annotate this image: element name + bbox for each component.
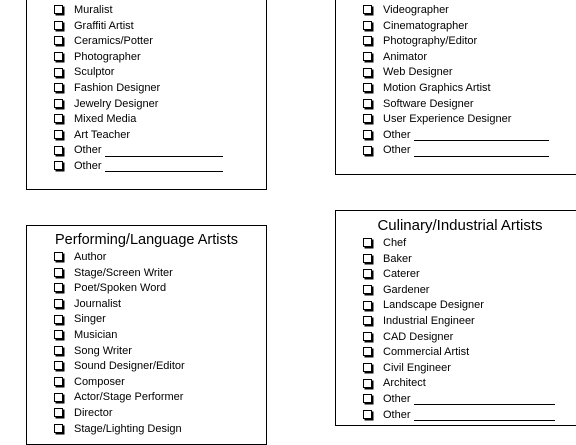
checkbox-icon[interactable]: [54, 130, 63, 139]
write-in-line[interactable]: [105, 146, 223, 157]
item-label: Musician: [74, 328, 118, 341]
checkbox-icon[interactable]: [54, 114, 63, 123]
item-label: Videographer: [383, 4, 449, 16]
checkbox-icon[interactable]: [54, 361, 63, 370]
item-label: Commercial Artist: [383, 346, 470, 359]
item-label: Chef: [383, 237, 407, 249]
item-label: Poet/Spoken Word: [74, 282, 167, 295]
item-label: Composer: [74, 375, 125, 388]
checkbox-icon[interactable]: [363, 269, 372, 278]
item-label: Graffiti Artist: [74, 19, 134, 32]
checkbox-icon[interactable]: [363, 130, 372, 139]
checklist-item: [54, 406, 185, 422]
visual-artists-box: [26, 0, 267, 190]
checkbox-icon[interactable]: [363, 21, 372, 30]
item-label: Gardener: [383, 283, 430, 296]
checklist-item: [363, 283, 555, 299]
write-in-line[interactable]: [414, 394, 555, 405]
item-label: User Experience Designer: [383, 113, 512, 126]
item-label: Software Designer: [383, 97, 474, 110]
checklist-item: [54, 128, 223, 144]
item-label: Sound Designer/Editor: [74, 360, 185, 373]
write-in-line[interactable]: [414, 410, 555, 421]
item-label: Stage/Screen Writer: [74, 266, 173, 279]
checklist-item: [54, 422, 185, 438]
checklist-item: [54, 34, 223, 50]
write-in-line[interactable]: [105, 161, 223, 172]
checklist-item: [363, 267, 555, 283]
checklist-item: [363, 376, 555, 392]
checkbox-icon[interactable]: [363, 83, 372, 92]
checkbox-icon[interactable]: [363, 36, 372, 45]
checkbox-icon[interactable]: [363, 410, 372, 419]
write-in-line[interactable]: [414, 130, 549, 141]
checkbox-icon[interactable]: [54, 161, 63, 170]
checklist-item: [363, 314, 555, 330]
checklist-item: [54, 19, 223, 35]
section-title: Culinary/Industrial Artists: [377, 217, 543, 234]
checklist-item: [54, 281, 185, 297]
checklist-item: [54, 97, 223, 113]
checklist-item: [363, 3, 549, 19]
checkbox-icon[interactable]: [363, 254, 372, 263]
checkbox-icon[interactable]: [363, 52, 372, 61]
item-label: Muralist: [74, 4, 113, 16]
checkbox-icon[interactable]: [363, 5, 372, 14]
item-label: Fashion Designer: [74, 81, 161, 94]
item-label: Journalist: [74, 297, 122, 310]
checkbox-icon[interactable]: [363, 146, 372, 155]
digital-artists-box: [335, 0, 576, 175]
checklist-item: [363, 34, 549, 50]
checkbox-icon[interactable]: [363, 379, 372, 388]
checklist-item: [54, 344, 185, 360]
checklist-item: [363, 50, 549, 66]
checklist-item: [54, 375, 185, 391]
visual-artists-list: [54, 3, 223, 175]
item-label: Photography/Editor: [383, 35, 478, 48]
checklist-item: [54, 250, 185, 266]
checklist-item: [54, 359, 185, 375]
item-label: Photographer: [74, 50, 141, 63]
checkbox-icon[interactable]: [363, 114, 372, 123]
item-label: Mixed Media: [74, 113, 137, 126]
item-label: Web Designer: [383, 66, 453, 79]
checklist-item: [363, 392, 555, 408]
checklist-item: [54, 50, 223, 66]
checklist-item: [363, 252, 555, 268]
checklist-item: [54, 266, 185, 282]
item-label: Jewelry Designer: [74, 97, 159, 110]
checkbox-icon[interactable]: [363, 332, 372, 341]
checklist-item: [363, 236, 555, 252]
checkbox-icon[interactable]: [54, 315, 63, 324]
item-label: Art Teacher: [74, 128, 131, 141]
checkbox-icon[interactable]: [54, 252, 63, 261]
checklist-item: [363, 19, 549, 35]
item-label: Cinematographer: [383, 19, 468, 32]
item-label: Caterer: [383, 268, 420, 281]
checklist-item: [363, 345, 555, 361]
checklist-item: [363, 81, 549, 97]
item-label: Sculptor: [74, 66, 115, 79]
checkbox-icon[interactable]: [54, 146, 63, 155]
item-label: Director: [74, 406, 113, 419]
item-label: Other: [383, 392, 411, 405]
checkbox-icon[interactable]: [54, 268, 63, 277]
item-label: Motion Graphics Artist: [383, 81, 491, 94]
checkbox-icon[interactable]: [363, 68, 372, 77]
checkbox-icon[interactable]: [54, 377, 63, 386]
checklist-item: [363, 128, 549, 144]
item-label: Other: [383, 408, 411, 421]
checkbox-icon[interactable]: [363, 301, 372, 310]
item-label: Other: [74, 144, 102, 157]
item-label: Industrial Engineer: [383, 314, 475, 327]
checkbox-icon[interactable]: [363, 363, 372, 372]
culinary-industrial-artists-list: [363, 236, 555, 423]
checkbox-icon[interactable]: [54, 408, 63, 417]
performing-language-artists-box: [26, 225, 267, 445]
item-label: Architect: [383, 377, 426, 390]
item-label: Ceramics/Potter: [74, 35, 153, 48]
checklist-item: [54, 3, 223, 19]
item-label: Other: [383, 128, 411, 141]
checkbox-icon[interactable]: [54, 330, 63, 339]
item-label: Other: [74, 159, 102, 172]
checkbox-icon[interactable]: [54, 68, 63, 77]
checkbox-icon[interactable]: [54, 36, 63, 45]
checkbox-icon[interactable]: [54, 21, 63, 30]
checklist-item: [54, 159, 223, 175]
item-label: Song Writer: [74, 344, 132, 357]
checkbox-icon[interactable]: [363, 316, 372, 325]
checkbox-icon[interactable]: [54, 99, 63, 108]
checklist-item: [54, 65, 223, 81]
checkbox-icon[interactable]: [54, 83, 63, 92]
checklist-item: [54, 81, 223, 97]
checklist-item: [363, 298, 555, 314]
checklist-item: [363, 361, 555, 377]
checklist-item: [54, 328, 185, 344]
checkbox-icon[interactable]: [54, 299, 63, 308]
culinary-industrial-artists-box: [335, 210, 576, 426]
performing-language-artists-list: [54, 250, 185, 437]
item-label: Landscape Designer: [383, 299, 484, 312]
checkbox-icon[interactable]: [363, 394, 372, 403]
checklist-item: [54, 297, 185, 313]
digital-artists-list: [363, 3, 549, 159]
checklist-item: [54, 143, 223, 159]
checkbox-icon[interactable]: [54, 393, 63, 402]
checkbox-icon[interactable]: [363, 347, 372, 356]
checklist-item: [54, 112, 223, 128]
checkbox-icon[interactable]: [54, 52, 63, 61]
checklist-item: [54, 312, 185, 328]
checklist-item: [363, 143, 549, 159]
item-label: Singer: [74, 313, 106, 326]
checkbox-icon[interactable]: [54, 283, 63, 292]
write-in-line[interactable]: [414, 146, 549, 157]
checklist-item: [54, 390, 185, 406]
checklist-item: [363, 330, 555, 346]
checklist-item: [363, 112, 549, 128]
checklist-item: [363, 65, 549, 81]
item-label: Other: [383, 144, 411, 157]
item-label: Actor/Stage Performer: [74, 391, 184, 404]
checklist-item: [363, 408, 555, 424]
checkbox-icon[interactable]: [363, 285, 372, 294]
item-label: Author: [74, 251, 107, 263]
item-label: CAD Designer: [383, 330, 454, 343]
section-title: Performing/Language Artists: [55, 232, 238, 248]
checkbox-icon[interactable]: [54, 346, 63, 355]
checkbox-icon[interactable]: [54, 5, 63, 14]
item-label: Animator: [383, 50, 428, 63]
checklist-item: [363, 97, 549, 113]
checkbox-icon[interactable]: [363, 238, 372, 247]
checkbox-icon[interactable]: [363, 99, 372, 108]
item-label: Stage/Lighting Design: [74, 422, 182, 435]
item-label: Civil Engineer: [383, 361, 451, 374]
checkbox-icon[interactable]: [54, 424, 63, 433]
item-label: Baker: [383, 252, 412, 265]
